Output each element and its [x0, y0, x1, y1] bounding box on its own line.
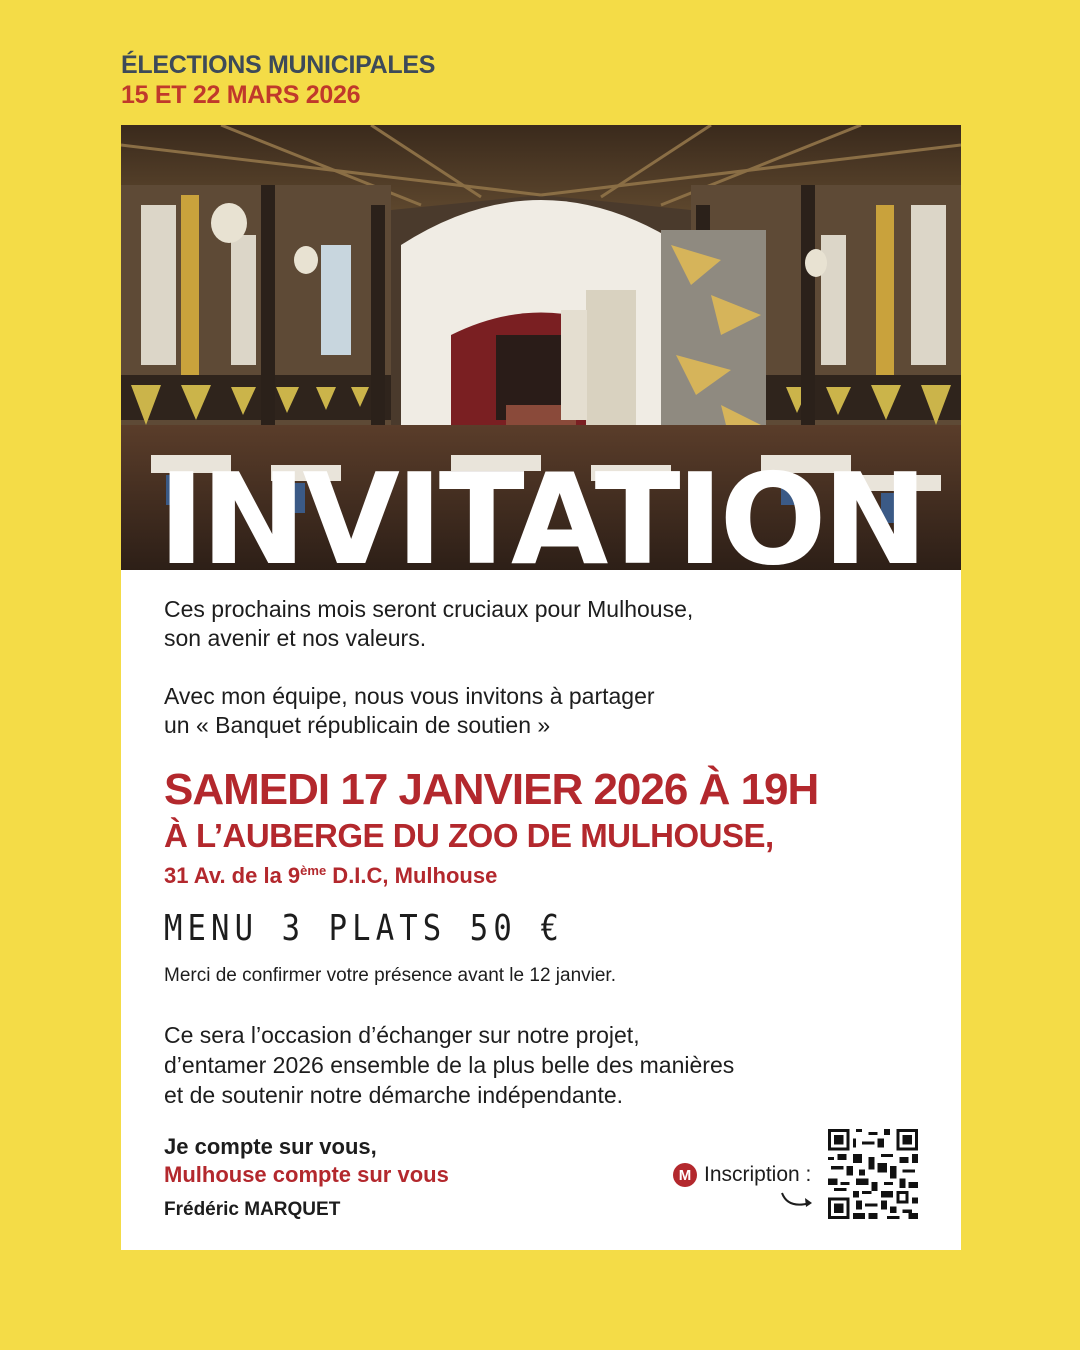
inscription-label: Inscription :	[704, 1163, 812, 1186]
intro-line: Avec mon équipe, nous vous invitons à partager	[164, 683, 655, 709]
intro-paragraph-2	[164, 682, 655, 740]
curved-arrow-icon	[778, 1189, 818, 1211]
election-dates: 15 ET 22 MARS 2026	[121, 81, 361, 109]
outro-line: d’entamer 2026 ensemble de la plus belle des manières	[164, 1052, 735, 1078]
event-date: SAMEDI 17 JANVIER 2026 À 19H	[164, 765, 819, 814]
intro-line: Ces prochains mois seront cruciaux pour Mulhouse,	[164, 596, 694, 622]
event-venue: À L’AUBERGE DU ZOO DE MULHOUSE,	[164, 817, 774, 854]
address-superscript: ème	[300, 863, 327, 878]
event-address	[164, 857, 497, 890]
outro-line: et de soutenir notre démarche indépendante.	[164, 1082, 624, 1108]
closing-line-1: Je compte sur vous,	[164, 1134, 377, 1159]
election-title: ÉLECTIONS MUNICIPALES	[121, 51, 436, 79]
address-part: 31 Av. de la 9	[164, 863, 301, 888]
outro-paragraph	[164, 1020, 734, 1110]
election-header	[121, 50, 435, 110]
intro-line: son avenir et nos valeurs.	[164, 625, 427, 651]
invitation-title: INVITATION	[157, 465, 925, 575]
invitation-card	[121, 125, 961, 1250]
signature: Frédéric MARQUET	[164, 1199, 341, 1220]
intro-line: un « Banquet républicain de soutien »	[164, 712, 551, 738]
closing-line-2: Mulhouse compte sur vous	[164, 1162, 449, 1187]
outro-line: Ce sera l’occasion d’échanger sur notre projet,	[164, 1022, 640, 1048]
address-part: D.I.C, Mulhouse	[326, 863, 498, 888]
qr-code-icon[interactable]	[828, 1129, 918, 1219]
inscription-label-group	[673, 1161, 811, 1189]
menu-price: MENU 3 PLATS 50 €	[164, 908, 564, 949]
rsvp-deadline: Merci de confirmer votre présence avant le 12 janvier.	[164, 965, 616, 986]
intro-paragraph-1	[164, 595, 693, 653]
m-logo-icon: M	[673, 1163, 697, 1187]
